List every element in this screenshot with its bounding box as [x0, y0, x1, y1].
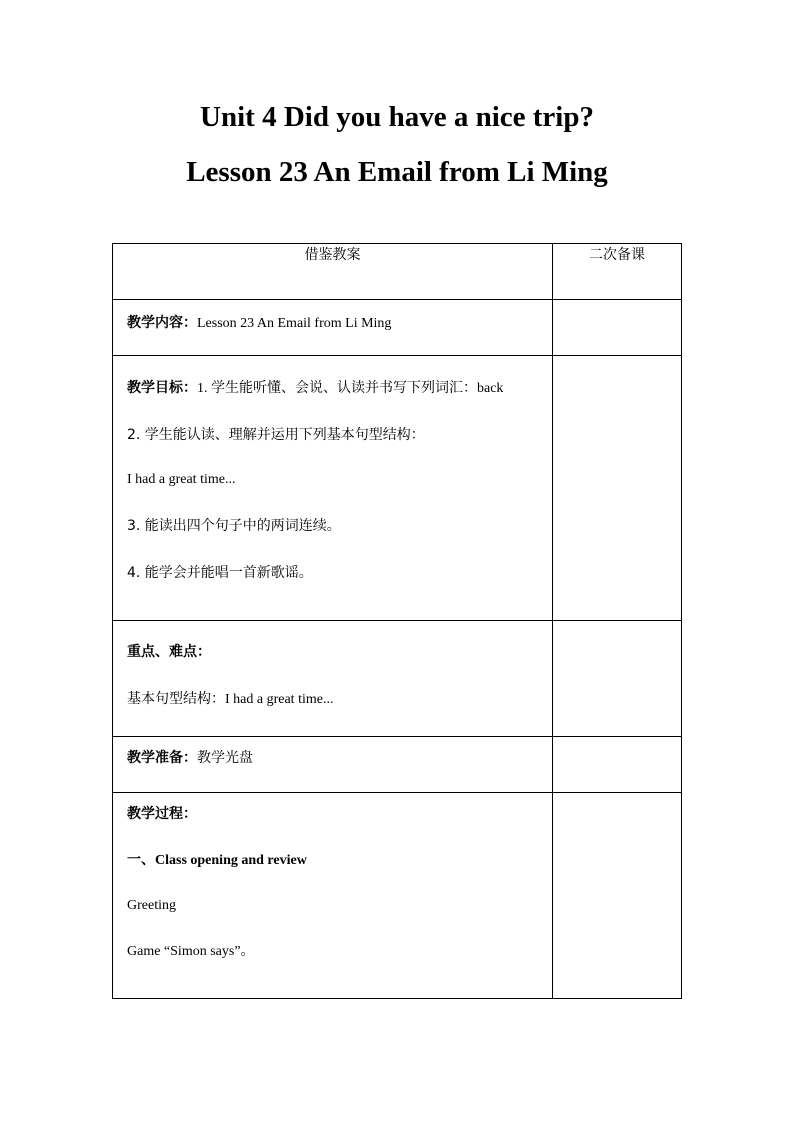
content-cell [113, 300, 553, 356]
objective-4-text: 4. 能学会并能唱一首新歌谣。 [127, 565, 313, 581]
table-row-content [113, 300, 682, 356]
key-points-line-en: I had a great time... [225, 692, 334, 707]
header-cell-reference-plan [113, 244, 553, 300]
document-title-unit: Unit 4 Did you have a nice trip? [200, 101, 594, 133]
objectives-label: 教学目标： [127, 380, 197, 396]
objectives-text [113, 356, 552, 583]
key-points-notes-cell [553, 621, 682, 737]
preparation-text [113, 737, 552, 768]
preparation-value: 教学光盘 [197, 750, 253, 766]
key-points-label: 重点、难点： [127, 644, 211, 660]
process-label: 教学过程： [127, 806, 197, 822]
process-text [113, 793, 552, 962]
content-notes-cell [553, 300, 682, 356]
table-row-objectives [113, 356, 682, 621]
preparation-cell [113, 737, 553, 793]
content-text [113, 300, 552, 333]
content-label: 教学内容： [127, 315, 197, 331]
lesson-plan-table [112, 243, 682, 999]
table-header-row [113, 244, 682, 300]
objective-2-text: 2. 学生能认读、理解并运用下列基本句型结构： [127, 427, 425, 443]
objective-2-example: I had a great time... [127, 472, 236, 487]
table-row-preparation [113, 737, 682, 793]
header-cell-second-prep [553, 244, 682, 300]
objective-1-text: 学生能听懂、会说、认读并书写下列词汇： [211, 380, 477, 396]
process-game: Game “Simon says”。 [127, 944, 255, 959]
objective-3-text: 3. 能读出四个句子中的两词连续。 [127, 518, 341, 534]
content-value: Lesson 23 An Email from Li Ming [197, 316, 392, 331]
process-cell [113, 793, 553, 999]
objective-1-number: 1. [197, 381, 211, 396]
process-step-1-title: Class opening and review [155, 853, 307, 868]
key-points-line [127, 689, 552, 709]
table-row-key-points [113, 621, 682, 737]
objectives-cell [113, 356, 553, 621]
table-row-process [113, 793, 682, 999]
preparation-notes-cell [553, 737, 682, 793]
key-points-line-cn: 基本句型结构： [127, 691, 225, 707]
key-points-cell [113, 621, 553, 737]
objective-1-word: back [477, 381, 504, 396]
preparation-label: 教学准备： [127, 750, 197, 766]
objectives-notes-cell [553, 356, 682, 621]
process-notes-cell [553, 793, 682, 999]
header-reference-plan-label: 借鉴教案 [304, 247, 361, 263]
process-step-1 [127, 850, 552, 870]
process-step-1-number: 一、 [127, 852, 155, 868]
document-title-lesson: Lesson 23 An Email from Li Ming [186, 156, 608, 188]
key-points-text [113, 621, 552, 709]
process-greeting: Greeting [127, 898, 176, 913]
header-second-prep-label: 二次备课 [589, 247, 645, 263]
